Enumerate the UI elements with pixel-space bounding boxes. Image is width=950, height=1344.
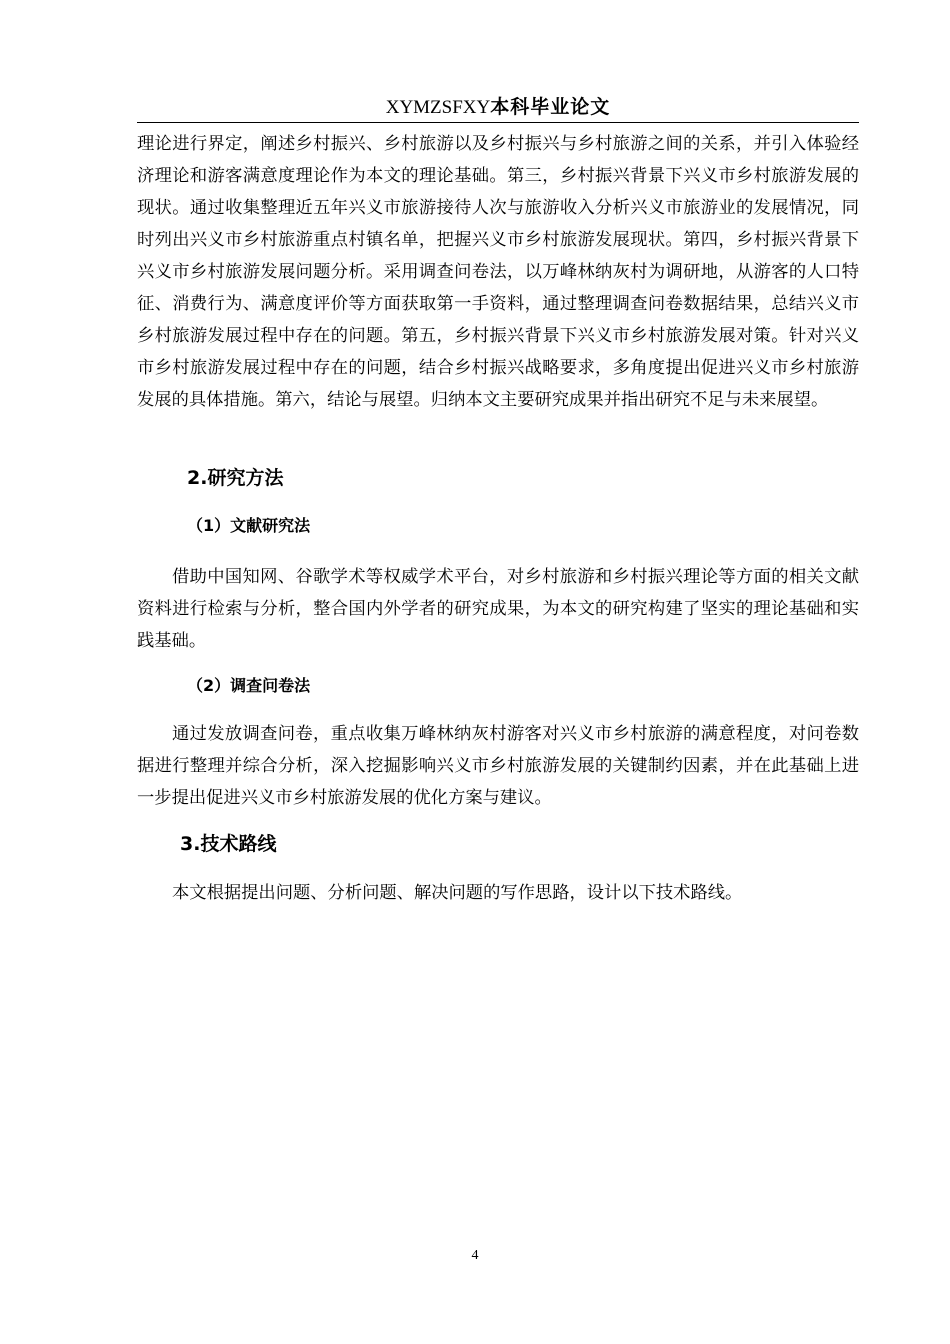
section-heading-tech-route: 3.技术路线 xyxy=(180,833,277,855)
page-number: 4 xyxy=(471,1248,479,1263)
page-header xyxy=(137,92,859,123)
literature-method-paragraph: 借助中国知网、谷歌学术等权威学术平台，对乡村旅游和乡村振兴理论等方面的相关文献资料进行检索与分析，整合国内外学者的研究成果，为本文的研究构建了坚实的理论基础和实践基础。 xyxy=(137,567,859,651)
tech-route-paragraph: 本文根据提出问题、分析问题、解决问题的写作思路，设计以下技术路线。 xyxy=(172,883,743,903)
header-title: 本科毕业论文 xyxy=(490,96,611,118)
intro-continued-paragraph: 理论进行界定，阐述乡村振兴、乡村旅游以及乡村振兴与乡村旅游之间的关系，并引入体验经济理论和游客满意度理论作为本文的理论基础。第三，乡村振兴背景下兴义市乡村旅游发展的现状。通过收集整理近五年兴义市旅游接待人次与旅游收入分析兴义市旅游业的发展情况，同时列出兴义市乡村旅游重点村镇名单，把握兴义市乡村旅游发展现状。第四，乡村振兴背景下兴义市乡村旅游发展问题分析。采用调查问卷法，以万峰林纳灰村为调研地，从游客的人口特征、消费行为、满意度评价等方面获取第一手资料，通过整理调查问卷数据结果，总结兴义市乡村旅游发展过程中存在的问题。第五，乡村振兴背景下兴义市乡村旅游发展对策。针对兴义市乡村旅游发展过程中存在的问题，结合乡村振兴战略要求，多角度提出促进兴义市乡村旅游发展的具体措施。第六，结论与展望。归纳本文主要研究成果并指出研究不足与未来展望。 xyxy=(137,134,859,410)
survey-method-paragraph: 通过发放调查问卷，重点收集万峰林纳灰村游客对兴义市乡村旅游的满意程度，对问卷数据进行整理并综合分析，深入挖掘影响兴义市乡村旅游发展的关键制约因素，并在此基础上进一步提出促进兴义市乡村旅游发展的优化方案与建议。 xyxy=(137,724,859,808)
header-code: XYMZSFXY xyxy=(385,97,491,118)
subsection-heading-literature: （1）文献研究法 xyxy=(187,516,311,535)
section-heading-research-methods: 2.研究方法 xyxy=(187,467,284,489)
subsection-heading-survey: （2）调查问卷法 xyxy=(187,676,311,695)
